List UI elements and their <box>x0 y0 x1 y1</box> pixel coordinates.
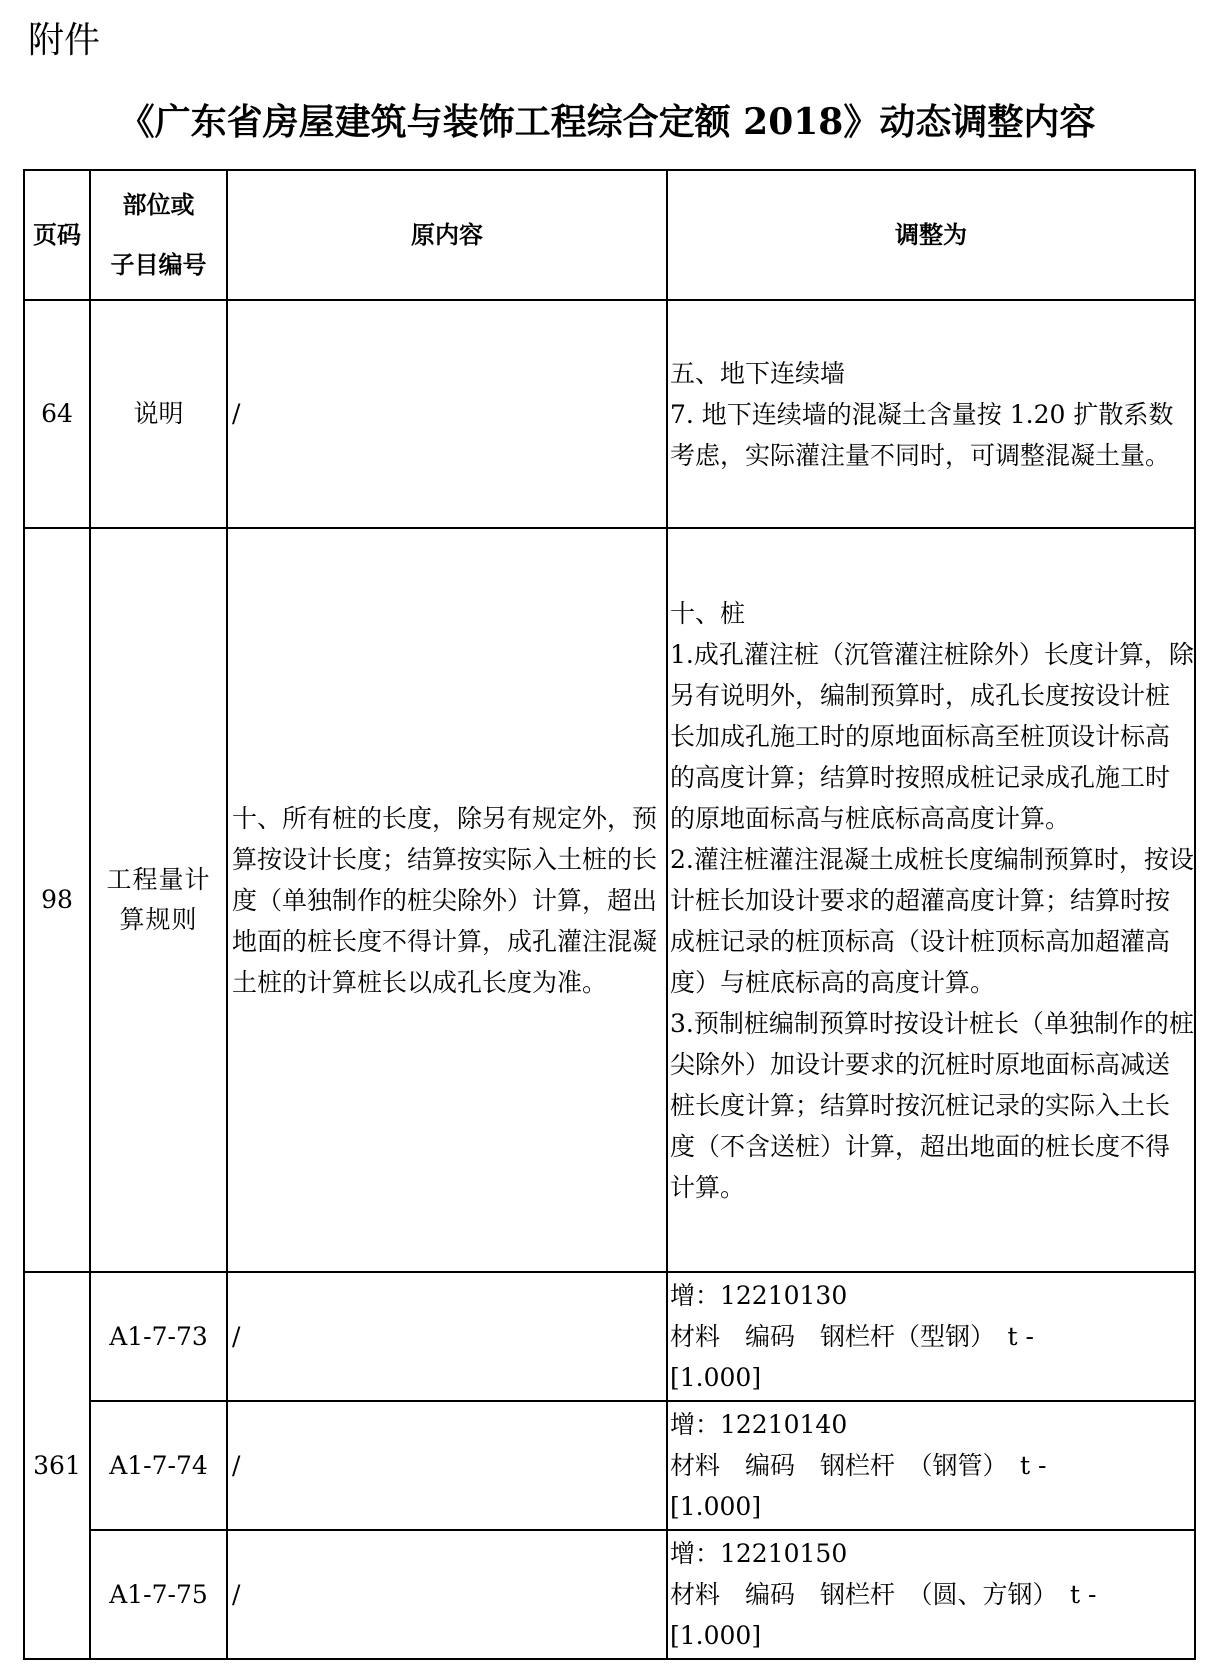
cell-original: / <box>227 1401 667 1530</box>
cell-original: / <box>227 1530 667 1659</box>
adjusted-paragraph: 十、桩 <box>670 598 746 628</box>
cell-page: 98 <box>24 528 90 1272</box>
adjusted-paragraph: 材料 编码 钢栏杆 （圆、方钢） t - <box>670 1580 1097 1609</box>
adjusted-paragraph: 3.预制桩编制预算时按设计桩长（单独制作的桩尖除外）加设计要求的沉桩时原地面标高减送桩长度计算；结算时按沉桩记录的实际入土长度（不含送桩）计算，超出地面的桩长度不得计算。 <box>670 1008 1194 1202</box>
header-original: 原内容 <box>227 170 667 300</box>
adjusted-paragraph: 五、地下连续墙 <box>670 358 846 388</box>
table-row <box>24 1401 1195 1530</box>
adjusted-paragraph: 增：12210150 <box>670 1539 848 1568</box>
cell-part: 说明 <box>90 300 227 528</box>
header-part-line1: 部位或 <box>122 191 195 219</box>
adjusted-paragraph: 7. 地下连续墙的混凝土含量按 1.20 扩散系数考虑，实际灌注量不同时，可调整混凝土量。 <box>670 399 1174 470</box>
adjusted-paragraph: 增：12210140 <box>670 1410 848 1439</box>
cell-part: A1-7-74 <box>90 1401 227 1530</box>
cell-part-text: 工程量计算规则 <box>106 865 211 934</box>
cell-adjusted <box>667 1530 1195 1659</box>
adjusted-paragraph: 增：12210130 <box>670 1281 848 1310</box>
document-title: 《广东省房屋建筑与装饰工程综合定额 2018》动态调整内容 <box>118 101 1096 143</box>
table-row <box>24 1272 1195 1401</box>
cell-part: A1-7-73 <box>90 1272 227 1401</box>
adjusted-paragraph: [1.000] <box>670 1621 762 1650</box>
header-part <box>90 170 227 300</box>
cell-original: / <box>227 300 667 528</box>
table-row <box>24 300 1195 528</box>
cell-original: / <box>227 1272 667 1401</box>
table-row <box>24 1530 1195 1659</box>
cell-page: 64 <box>24 300 90 528</box>
cell-part: A1-7-75 <box>90 1530 227 1659</box>
adjusted-paragraph: 材料 编码 钢栏杆 （钢管） t - <box>670 1451 1047 1480</box>
cell-part <box>90 528 227 1272</box>
adjusted-paragraph: [1.000] <box>670 1492 762 1521</box>
cell-adjusted <box>667 300 1195 528</box>
table-header-row <box>24 170 1195 300</box>
cell-adjusted <box>667 1401 1195 1530</box>
adjustment-table <box>23 169 1196 1660</box>
table-row <box>24 528 1195 1272</box>
adjusted-paragraph: 1.成孔灌注桩（沉管灌注桩除外）长度计算，除另有说明外，编制预算时，成孔长度按设计桩长加成孔施工时的原地面标高至桩顶设计标高的高度计算；结算时按照成桩记录成孔施工时的原地面标高与桩底标高高度计算。 <box>670 639 1194 833</box>
header-adjusted: 调整为 <box>667 170 1195 300</box>
cell-original: 十、所有桩的长度，除另有规定外，预算按设计长度；结算按实际入土桩的长度（单独制作的桩尖除外）计算，超出地面的桩长度不得计算，成孔灌注混凝土桩的计算桩长以成孔长度为准。 <box>227 528 667 1272</box>
cell-adjusted <box>667 1272 1195 1401</box>
cell-adjusted <box>667 528 1195 1272</box>
adjusted-paragraph: 2.灌注桩灌注混凝土成桩长度编制预算时，按设计桩长加设计要求的超灌高度计算；结算时按成桩记录的桩顶标高（设计桩顶标高加超灌高度）与桩底标高的高度计算。 <box>670 844 1194 997</box>
adjusted-paragraph: 材料 编码 钢栏杆（型钢） t - <box>670 1322 1034 1351</box>
cell-page: 361 <box>24 1272 90 1659</box>
header-part-line2: 子目编号 <box>110 251 207 279</box>
attachment-label: 附件 <box>28 20 101 61</box>
header-page: 页码 <box>24 170 90 300</box>
adjusted-paragraph: [1.000] <box>670 1363 762 1392</box>
